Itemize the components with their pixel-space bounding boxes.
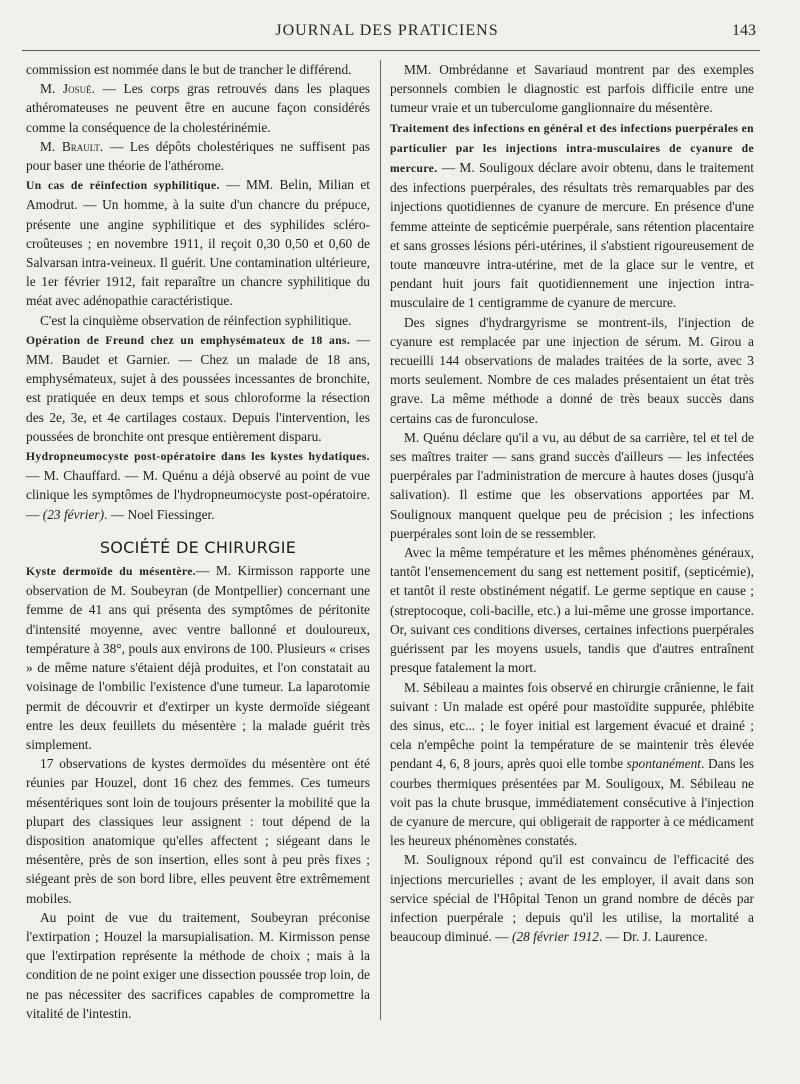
- paragraph-text: M. Quénu déclare qu'il a vu, au début de sa carrière, tel et tel de ses maîtres traiter — sans grand succès d'ailleurs — les infectées puerpérales par l'administration de mercure à hautes doses (jusqu'à salivation). Il estime que les observations apportées par M. Soulignoux manquent quelque peu de précision ; les infections puerpérales sont loin de se ressembler.: [390, 429, 754, 541]
- paragraph: [26, 908, 370, 1023]
- communication-title: Traitement des infections en général et des infections puerpérales en particulier par les injections intra-musculaires de cyanure de mercure.: [390, 121, 754, 176]
- paragraph-text: — M. Souligoux déclare avoir obtenu, dans le traitement des infections puerpérales, des résultats très remarquables par des injections quotidiennes de cyanure de mercure. En présence d'une femme atteinte de septicémie puerpérale, sans rétention placentaire et sans grosses lésions péri-utérines, il s'abstient rigoureusement de toute manœuvre intra-utérine, met de la glace sur le ventre, et pendant huit jours fait quotidiennement une injection intra-musculaire de 1 centigramme de cyanure de mercure.: [390, 160, 754, 311]
- communication-title: Opération de Freund chez un emphysémateux de 18 ans.: [26, 333, 351, 347]
- paragraph-text: Au point de vue du traitement, Soubeyran préconise l'extirpation ; Houzel la marsupialisation. M. Kirmisson pense que l'extirpation représente la méthode de choix ; mais à la condition de ne point exiger une dissection poussée trop loin, de ne pas nécessiter des sacrifices capables de compromettre la vitalité de l'intestin.: [26, 909, 370, 1021]
- speaker-name: M. Brault.: [40, 138, 104, 154]
- left-column: [26, 60, 370, 1023]
- emphasis-text: spontanément: [626, 756, 702, 772]
- paragraph-text: — Les corps gras retrouvés dans les plaques athéromateuses ne peuvent être en aucune façon considérés comme la conséquence de la cholestérinémie.: [26, 81, 371, 135]
- paragraph: [26, 79, 370, 137]
- report-date: (28 février 1912: [511, 929, 600, 945]
- paragraph-text: — MM. Belin, Milian et Amodrut. — Un homme, à la suite d'un chancre du prépuce, présente une angine syphilitique et des syphilides scléro-croûteuses ; en novembre 1911, il reçoit 0,30 0,50 et 0,60 de Salvarsan intra-veineux. Il guérit. Une contamination ultérieure, le 1er février 1912, fait reparaître un chancre syphilitique du méat avec adénopathie caractéristique.: [26, 177, 370, 309]
- paragraph: [26, 446, 370, 524]
- paragraph-text: Des signes d'hydrargyrisme se montrent-ils, l'injection de cyanure est remplacée par une injection de sérum. M. Girou a recueilli 144 observations de malades traitées de la sorte, avec 3 morts seulement. Nombre de ces malades présentaient un état très grave. La même méthode a donné de très beaux succès dans certains cas de furonculose.: [390, 314, 754, 426]
- paragraph-text: Avec la même température et les mêmes phénomènes généraux, tantôt l'ensemencement du sang est nettement positif, (septicémie), et tantôt il reste obstinément négatif. Le germe septique en cause ; (streptocoque, coli-bacille, etc.) a lui-même une grosse importance. Or, suivant ces conditions diverses, certaines infections puerpérales guérissent par les moyens usuels, tandis que d'autres entraînent presque fatalement la mort.: [390, 545, 754, 676]
- right-column: [390, 60, 754, 946]
- paragraph-text: — M. Kirmisson rapporte une observation de M. Soubeyran (de Montpellier) concernant une femme de 41 ans qui présenta des symptômes de péritonite d'intensité moyenne, avec ventre ballonné et douloureux, température à 38°, pouls aux environs de 100. Plusieurs « crises » de même nature s'étaient déjà produites, et l'on constatait au voisinage de l'ombilic l'existence d'une tumeur. La laparotomie permit de découvrir et d'extirper un kyste dermoïde siégeant entre les deux feuillets du mésentère ; la malade guérit très simplement.: [26, 563, 371, 752]
- paragraph: [390, 678, 754, 851]
- author-signature: . — Noel Fiessinger.: [104, 506, 215, 522]
- paragraph-text: commission est nommée dans le but de trancher le différend.: [26, 62, 352, 77]
- page-number: 143: [732, 22, 756, 39]
- paragraph: [26, 311, 370, 330]
- paragraph: [26, 330, 370, 446]
- paragraph: [26, 175, 370, 310]
- communication-title: Hydropneumocyste post-opératoire dans les kystes hydatiques.: [26, 450, 370, 464]
- paragraph: [390, 118, 754, 313]
- paragraph: [390, 428, 754, 543]
- communication-title: Kyste dermoïde du mésentère.: [26, 565, 197, 579]
- paragraph: [390, 60, 754, 118]
- paragraph-text: MM. Ombrédanne et Savariaud montrent par des exemples personnels combien le diagnostic est parfois difficile entre une tumeur vraie et un tuberculome ganglionnaire du mésentère.: [390, 62, 754, 116]
- running-title: JOURNAL DES PRATICIENS: [275, 22, 499, 39]
- section-heading: SOCIÉTÉ DE CHIRURGIE: [99, 537, 297, 557]
- paragraph-text: — M. Chauffard. — M. Quénu a déjà observé au point de vue clinique les symptômes de l'hydropneumocyste post-opératoire. —: [26, 468, 370, 522]
- paragraph: [26, 137, 370, 175]
- report-date: (23 février): [42, 506, 105, 522]
- paragraph: [390, 543, 754, 677]
- paragraph-text: M. Soulignoux répond qu'il est convaincu de l'efficacité des injections mercurielles ; avant de les employer, il avait dans son service spécial de l'Hôpital Tenon un grand nombre de décès par infection puerpérale ; depuis qu'il les utilise, la mortalité a beaucoup diminué. —: [390, 852, 754, 945]
- paragraph-text: M. Sébileau a maintes fois observé en chirurgie crânienne, le fait suivant : Un malade est opéré pour mastoïdite suppurée, phlébite des sinus, etc... ; le foyer initial est largement évacué et drainé ; cela n'empêche point la température de se maintenir très élevée pendant 4, 6, 8 jours, après quoi elle tombe: [390, 679, 754, 772]
- paragraph: [26, 60, 370, 79]
- paragraph: [26, 561, 370, 754]
- paragraph: [390, 850, 754, 946]
- paragraph-text: C'est la cinquième observation de réinfection syphilitique.: [40, 312, 352, 328]
- page-header: [18, 22, 756, 48]
- column-divider: [380, 60, 381, 1020]
- paragraph-text: 17 observations de kystes dermoïdes du mésentère ont été réunies par Houzel, dont 16 chez des femmes. Ces tumeurs mésentériques sont loin de toujours présenter la mobilité que la plupart des classiques leur assignent : tout dépend de la disposition anatomique qu'elles affectent ; siégeant dans le mésentère, près de son insertion, elles sont à peu près fixes ; siégeant près de son bord libre, elles peuvent être extrêmement mobiles.: [26, 756, 370, 906]
- paragraph-text: — MM. Baudet et Garnier. — Chez un malade de 18 ans, emphysémateux, sujet à des poussées incessantes de bronchite, est pratiquée en deux temps et sous chloroforme la résection des 2e, 3e, et 4e cartilages costaux. Depuis l'intervention, les poussées de bronchite ont presque entièrement disparu.: [26, 331, 370, 444]
- paragraph-text: . Dans les courbes thermiques présentées par M. Souligoux, M. Sébileau ne voit pas la chute brusque, immédiatement consécutive à l'injection de cyanure de mercure, qui obligerait de rapporter à ce médicament les heureux phénomènes constatés.: [390, 756, 754, 849]
- paragraph: [390, 313, 754, 428]
- paragraph: [26, 754, 370, 908]
- speaker-name: M. Josué.: [40, 81, 95, 97]
- author-signature: . — Dr. J. Laurence.: [599, 929, 708, 945]
- paragraph-text: — Les dépôts cholestériques ne suffisent pas pour baser une théorie de l'athérome.: [26, 138, 370, 174]
- communication-title: Un cas de réinfection syphilitique.: [26, 179, 220, 193]
- header-rule: [22, 50, 760, 51]
